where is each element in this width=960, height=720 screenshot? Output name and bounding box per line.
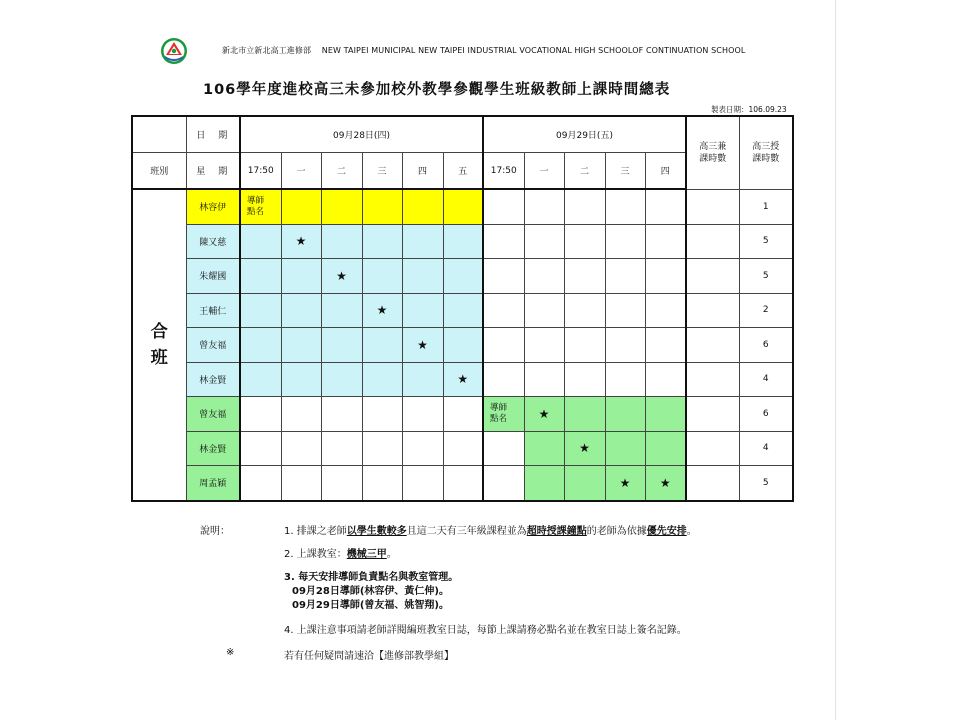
table-row — [132, 466, 793, 501]
period-cell — [524, 189, 564, 224]
extra-hours-cell — [686, 397, 739, 432]
note-1-emph: 超時授課鐘點 — [526, 526, 587, 537]
extra-hours-cell — [686, 362, 739, 397]
period-cell — [240, 397, 281, 432]
period-header: 一 — [281, 153, 321, 190]
date-label: 日 期 — [186, 116, 240, 153]
extra-hours-cell — [686, 328, 739, 363]
table-row — [132, 259, 793, 294]
period-header: 二 — [564, 153, 605, 190]
period-cell — [605, 466, 645, 501]
period-cell — [281, 189, 321, 224]
period-cell — [645, 259, 686, 294]
period-cell — [281, 259, 321, 294]
period-header: 17:50 — [483, 153, 524, 190]
period-cell — [564, 293, 605, 328]
note-3-line-2: 09月28日導師(林容伊、黃仁伸)。 — [292, 586, 449, 597]
period-cell — [321, 362, 362, 397]
period-cell — [321, 397, 362, 432]
school-name-en: NEW TAIPEI MUNICIPAL NEW TAIPEI INDUSTRIAL VOCATIONAL HIGH SCHOOLOF CONTINUATION SCHOOL — [321, 46, 746, 55]
period-cell — [281, 397, 321, 432]
note-2 — [284, 545, 397, 560]
period-cell — [281, 362, 321, 397]
period-cell — [483, 259, 524, 294]
period-cell — [645, 293, 686, 328]
note-2-part: 。 — [386, 549, 397, 560]
period-cell — [564, 259, 605, 294]
period-cell — [240, 293, 281, 328]
period-cell — [605, 362, 645, 397]
period-cell — [321, 259, 362, 294]
period-cell — [564, 224, 605, 259]
table-row — [132, 431, 793, 466]
note-1-part: 的老師為依據 — [586, 526, 647, 537]
period-cell — [321, 431, 362, 466]
period-cell — [321, 224, 362, 259]
period-cell — [483, 328, 524, 363]
period-cell — [605, 431, 645, 466]
period-cell — [483, 293, 524, 328]
period-cell — [402, 397, 443, 432]
extra-hours-header — [686, 116, 739, 189]
note-1-part: 1. 排課之老師 — [284, 526, 347, 537]
period-cell — [564, 189, 605, 224]
period-cell — [443, 189, 483, 224]
period-cell — [605, 189, 645, 224]
period-cell — [524, 328, 564, 363]
class-name: 合 班 — [150, 321, 168, 368]
teaching-hours: 2 — [739, 293, 793, 328]
note-3-line-3: 09月29日導師(曾友福、姚智翔)。 — [292, 600, 449, 611]
star-icon: ★ — [457, 372, 469, 387]
period-cell — [362, 431, 402, 466]
period-cell — [402, 189, 443, 224]
note-1-part: 且 — [406, 526, 417, 537]
teacher-name: 林金賢 — [186, 362, 240, 397]
period-cell — [483, 431, 524, 466]
period-cell — [443, 466, 483, 501]
period-cell — [524, 259, 564, 294]
period-cell — [443, 259, 483, 294]
teaching-hours: 5 — [739, 224, 793, 259]
period-cell — [402, 328, 443, 363]
period-cell — [281, 328, 321, 363]
weekday-label: 星 期 — [186, 153, 240, 190]
period-cell — [564, 362, 605, 397]
teacher-name: 林容伊 — [186, 189, 240, 224]
period-cell — [240, 431, 281, 466]
period-cell — [321, 328, 362, 363]
period-cell — [564, 431, 605, 466]
teaching-hours: 6 — [739, 397, 793, 432]
period-header: 五 — [443, 153, 483, 190]
note-3: 3. 每天安排導師負責點名與教室管理。 — [284, 572, 459, 583]
period-cell — [402, 293, 443, 328]
teaching-hours: 4 — [739, 431, 793, 466]
period-cell — [645, 362, 686, 397]
table-row — [132, 189, 793, 224]
school-name-zh: 新北市立新北高工進修部 — [222, 46, 312, 55]
made-date: 製表日期：106.09.23 — [711, 105, 787, 114]
mentor-roll-call: 導師 點名 — [490, 402, 508, 424]
page-edge-line — [835, 0, 836, 720]
period-cell — [645, 224, 686, 259]
period-cell — [524, 293, 564, 328]
period-cell — [281, 224, 321, 259]
period-header: 17:50 — [240, 153, 281, 190]
note-1 — [284, 522, 697, 537]
note-1-part: 。 — [686, 526, 697, 537]
extra-hours-cell — [686, 431, 739, 466]
teaching-hours: 6 — [739, 328, 793, 363]
notes-label: 說明： — [200, 526, 230, 537]
period-cell — [362, 328, 402, 363]
period-cell — [240, 224, 281, 259]
teaching-hours-label: 高三授 課時數 — [752, 141, 780, 164]
period-cell — [402, 259, 443, 294]
period-cell — [645, 397, 686, 432]
period-cell — [362, 362, 402, 397]
period-cell — [524, 431, 564, 466]
period-cell — [362, 397, 402, 432]
teaching-hours: 5 — [739, 466, 793, 501]
period-cell — [362, 466, 402, 501]
extra-hours-label-1: 高三兼 課時數 — [699, 141, 727, 164]
period-cell — [281, 431, 321, 466]
period-cell — [240, 466, 281, 501]
period-cell — [362, 259, 402, 294]
period-cell — [564, 397, 605, 432]
period-cell — [483, 362, 524, 397]
period-cell — [564, 328, 605, 363]
period-cell — [645, 466, 686, 501]
note-mark: ※ — [226, 647, 235, 658]
school-emblem-icon — [160, 37, 188, 65]
teaching-hours: 5 — [739, 259, 793, 294]
note-1-emph: 優先安排 — [646, 526, 687, 537]
contact-note: 若有任何疑問請速洽【進修部教學組】 — [284, 651, 454, 662]
period-cell — [281, 293, 321, 328]
star-icon: ★ — [417, 337, 428, 352]
extra-hours-cell — [686, 259, 739, 294]
extra-hours-cell — [686, 293, 739, 328]
note-1-emph: 以學生數較多 — [346, 526, 407, 537]
period-cell — [483, 466, 524, 501]
period-cell — [443, 224, 483, 259]
star-icon: ★ — [619, 475, 631, 490]
day2-header: 09月29日(五) — [483, 116, 686, 153]
period-cell — [321, 293, 362, 328]
period-header: 四 — [402, 153, 443, 190]
period-cell — [443, 293, 483, 328]
period-header: 三 — [605, 153, 645, 190]
note-1-part: 這二天有三年級課程並為 — [416, 526, 527, 537]
extra-hours-cell — [686, 466, 739, 501]
school-name — [222, 45, 753, 56]
star-icon: ★ — [579, 441, 590, 456]
period-cell — [483, 224, 524, 259]
teacher-name: 朱耀國 — [186, 259, 240, 294]
star-icon: ★ — [295, 234, 307, 249]
period-header: 三 — [362, 153, 402, 190]
extra-hours-cell — [686, 189, 739, 224]
period-cell — [443, 431, 483, 466]
period-cell — [443, 397, 483, 432]
period-cell — [605, 397, 645, 432]
period-cell — [483, 397, 524, 432]
period-cell — [524, 466, 564, 501]
period-cell — [564, 466, 605, 501]
teacher-name: 曾友福 — [186, 328, 240, 363]
period-cell — [605, 293, 645, 328]
day1-header: 09月28日(四) — [240, 116, 483, 153]
note-2-part: 2. 上課教室： — [284, 549, 347, 560]
teacher-name: 曾友福 — [186, 397, 240, 432]
star-icon: ★ — [538, 406, 550, 421]
teaching-hours-header — [739, 116, 793, 189]
period-cell — [524, 224, 564, 259]
period-cell — [362, 224, 402, 259]
table-row — [132, 397, 793, 432]
period-cell — [483, 189, 524, 224]
star-icon: ★ — [336, 268, 347, 283]
period-header: 四 — [645, 153, 686, 190]
period-cell — [524, 362, 564, 397]
period-cell — [402, 431, 443, 466]
period-cell — [240, 259, 281, 294]
star-icon: ★ — [659, 475, 671, 490]
class-header-top — [132, 116, 186, 153]
period-cell — [605, 328, 645, 363]
period-cell — [321, 466, 362, 501]
extra-hours-cell — [686, 224, 739, 259]
period-cell — [240, 328, 281, 363]
note-2-emph: 機械三甲 — [346, 549, 387, 560]
period-cell — [402, 224, 443, 259]
period-cell — [605, 224, 645, 259]
teacher-name: 林金賢 — [186, 431, 240, 466]
period-cell — [443, 362, 483, 397]
period-cell — [240, 362, 281, 397]
table-row — [132, 328, 793, 363]
period-header: 一 — [524, 153, 564, 190]
mentor-roll-call: 導師 點名 — [247, 195, 265, 217]
period-cell — [645, 431, 686, 466]
period-cell — [443, 328, 483, 363]
teacher-name: 王輔仁 — [186, 293, 240, 328]
period-cell — [605, 259, 645, 294]
period-cell — [402, 466, 443, 501]
period-cell — [362, 189, 402, 224]
period-cell — [281, 466, 321, 501]
page-title: 106學年度進校高三未參加校外教學參觀學生班級教師上課時間總表 — [203, 82, 671, 98]
class-name-cell — [132, 189, 186, 501]
period-cell — [645, 328, 686, 363]
teacher-name: 陳又慈 — [186, 224, 240, 259]
table-row — [132, 224, 793, 259]
teaching-hours: 1 — [739, 189, 793, 224]
teaching-hours: 4 — [739, 362, 793, 397]
table-row — [132, 293, 793, 328]
period-cell — [402, 362, 443, 397]
note-4: 4. 上課注意事項請老師詳閱編班教室日誌，每節上課請務必點名並在教室日誌上簽名記錄。 — [284, 625, 687, 636]
teacher-name: 周孟穎 — [186, 466, 240, 501]
schedule-table — [131, 115, 794, 502]
period-cell — [240, 189, 281, 224]
class-label: 班別 — [132, 153, 186, 190]
star-icon: ★ — [376, 303, 388, 318]
period-header: 二 — [321, 153, 362, 190]
period-cell — [321, 189, 362, 224]
table-row — [132, 362, 793, 397]
period-cell — [362, 293, 402, 328]
period-cell — [524, 397, 564, 432]
period-cell — [645, 189, 686, 224]
